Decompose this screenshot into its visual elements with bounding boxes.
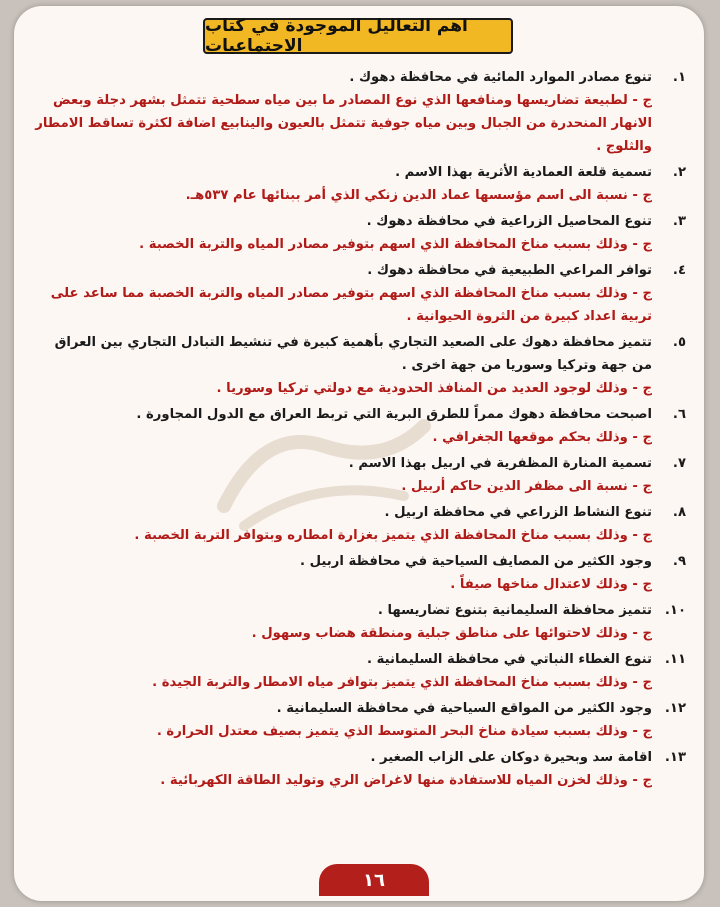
answer-text: ج - وذلك بسبب مناخ المحافظة الذي يتميز بتوافر مياه الامطار والتربة الجيدة . [152,675,652,690]
qa-item [32,648,686,694]
qa-item [32,550,686,596]
answer-text: ج - وذلك بحكم موقعها الجغرافي . [432,430,652,445]
question-line [32,648,686,671]
question-line [32,452,686,475]
question-line [32,259,686,282]
question-text: توافر المراعي الطبيعية في محافظة دهوك . [367,263,652,278]
question-text: تسمية المنارة المظفرية في اربيل بهذا الاسم . [348,456,652,471]
answer-text: ج - وذلك بسبب مناخ المحافظة الذي اسهم بتوفير مصادر المياه والتربة الخصبة . [139,237,652,252]
answer-text: ج - نسبة الى مظفر الدين حاكم أربيل . [401,479,652,494]
question-text: تسمية قلعة العمادية الأثرية بهذا الاسم . [395,165,652,180]
question-line [32,599,686,622]
question-line [32,210,686,233]
answer-text: ج - نسبة الى اسم مؤسسها عماد الدين زنكي الذي أمر ببنائها عام ٥٣٧هـ. [185,188,652,203]
question-number: ٢. [672,165,686,180]
question-text: تنوع النشاط الزراعي في محافظة اربيل . [384,505,652,520]
question-number: ٨. [672,505,686,520]
page-title: اهم التعاليل الموجودة في كتاب الاجتماعيات [205,16,468,56]
question-number: ١٠. [664,603,686,618]
question-line [32,331,686,377]
question-text: تتميز محافظة دهوك على الصعيد التجاري بأهمية كبيرة في تنشيط التبادل التجاري بين العراق من جهة وتركيا وسوريا من جهة اخرى . [54,335,652,373]
question-number: ١٢. [664,701,686,716]
question-text: تتميز محافظة السليمانية بتنوع تضاريسها . [377,603,652,618]
question-number: ٩. [672,554,686,569]
question-number: ٣. [672,214,686,229]
question-line [32,66,686,89]
qa-item [32,210,686,256]
qa-item [32,746,686,792]
answer-text: ج - وذلك بسبب مناخ المحافظة الذي يتميز بغزارة امطاره وبتوافر التربة الخصبة . [134,528,652,543]
qa-item [32,697,686,743]
qa-list [32,66,686,795]
answer-text: ج - وذلك بسبب سيادة مناخ البحر المتوسط الذي يتميز بصيف معتدل الحرارة . [156,724,652,739]
question-line [32,550,686,573]
question-line [32,161,686,184]
answer-text: ج - وذلك لاحتوائها على مناطق جبلية ومنطقة هضاب وسهول . [251,626,652,641]
answer-text: ج - لطبيعة تضاريسها ومنافعها الذي نوع المصادر ما بين مياه سطحية تتمثل بشهر دجلة وبعض الانهار المنحدرة من الجبال وبين مياه جوفية تتمثل بالعيون والينابيع اضافة لكثرة تساقط الامطار والثلوج . [35,93,652,154]
question-number: ٧. [672,456,686,471]
question-number: ٤. [672,263,686,278]
question-number: ١٣. [664,750,686,765]
question-number: ٥. [672,335,686,350]
qa-item [32,452,686,498]
title-banner [203,18,513,54]
qa-item [32,259,686,328]
answer-text: ج - وذلك لخزن المياه للاستفادة منها لاغراض الري وتوليد الطاقة الكهربائية . [160,773,652,788]
question-number: ١. [672,70,686,85]
answer-text: ج - وذلك لوجود العديد من المنافذ الحدودية مع دولتي تركيا وسوريا . [216,381,652,396]
question-number: ١١. [664,652,686,667]
qa-item [32,66,686,158]
qa-item [32,501,686,547]
question-text: وجود الكثير من المواقع السياحية في محافظة السليمانية . [276,701,652,716]
page-number-tab [319,864,429,896]
answer-text: ج - وذلك بسبب مناخ المحافظة الذي اسهم بتوفير مصادر المياه والتربة الخصبة مما ساعد على تربية اعداد كبيرة من الثروة الحيوانية . [50,286,652,324]
question-number: ٦. [672,407,686,422]
document-page [14,6,704,901]
answer-text: ج - وذلك لاعتدال مناخها صيفاً . [450,577,652,592]
question-text: اصبحت محافظة دهوك ممراً للطرق البرية التي تربط العراق مع الدول المجاورة . [136,407,652,422]
question-line [32,403,686,426]
qa-item [32,599,686,645]
question-text: تنوع المحاصيل الزراعية في محافظة دهوك . [366,214,652,229]
question-text: وجود الكثير من المصايف السياحية في محافظة اربيل . [300,554,652,569]
qa-item [32,331,686,400]
page-number: ١٦ [363,869,385,891]
question-text: اقامة سد وبحيرة دوكان على الزاب الصغير . [370,750,652,765]
question-text: تنوع مصادر الموارد المائية في محافظة دهوك . [349,70,652,85]
qa-item [32,403,686,449]
question-line [32,697,686,720]
qa-item [32,161,686,207]
question-text: تنوع الغطاء النباتي في محافظة السليمانية . [367,652,652,667]
question-line [32,501,686,524]
question-line [32,746,686,769]
